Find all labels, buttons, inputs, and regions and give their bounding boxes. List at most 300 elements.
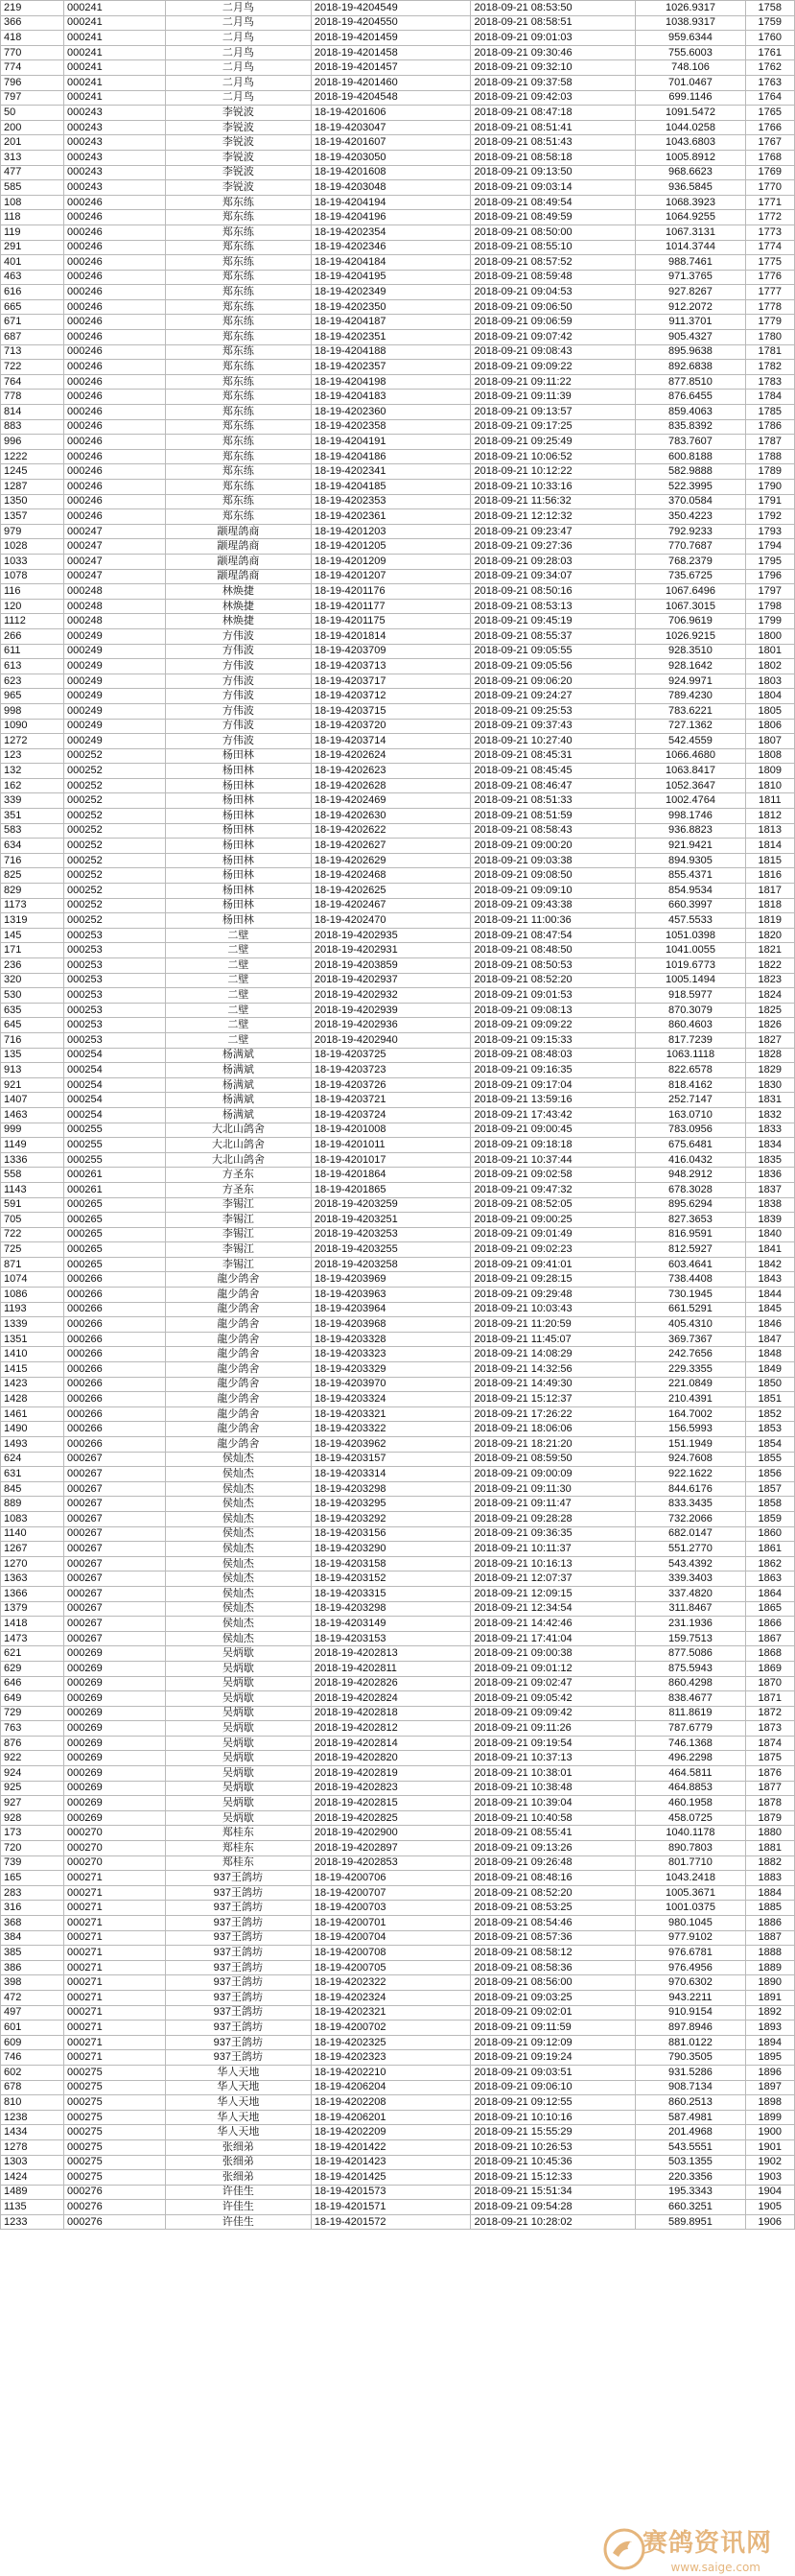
serial-cell: 1835 <box>745 1152 794 1168</box>
serial-cell: 1891 <box>745 1990 794 2005</box>
table-row <box>1 449 795 464</box>
serial-cell: 1893 <box>745 2021 794 2036</box>
ring-number-cell: 18-19-4203726 <box>311 1077 471 1093</box>
table-row <box>1 1901 795 1916</box>
serial-cell: 1887 <box>745 1930 794 1946</box>
arrival-time-cell: 2018-09-21 11:00:36 <box>471 913 636 929</box>
rank-cell: 635 <box>1 1003 64 1018</box>
arrival-time-cell: 2018-09-21 09:23:47 <box>471 524 636 539</box>
ring-number-cell: 2018-19-4201459 <box>311 31 471 46</box>
arrival-time-cell: 2018-09-21 10:26:53 <box>471 2139 636 2155</box>
speed-cell: 936.8823 <box>636 823 745 839</box>
speed-cell: 877.5086 <box>636 1646 745 1662</box>
member-id-cell: 000265 <box>64 1257 166 1272</box>
arrival-time-cell: 2018-09-21 09:34:07 <box>471 569 636 584</box>
serial-cell: 1813 <box>745 823 794 839</box>
member-id-cell: 000252 <box>64 823 166 839</box>
rank-cell: 1090 <box>1 719 64 734</box>
ring-number-cell: 18-19-4202323 <box>311 2050 471 2066</box>
arrival-time-cell: 2018-09-21 08:48:16 <box>471 1871 636 1886</box>
rank-cell: 1270 <box>1 1556 64 1572</box>
serial-cell: 1885 <box>745 1901 794 1916</box>
member-name-cell: 杨田林 <box>165 823 311 839</box>
table-row <box>1 599 795 614</box>
ring-number-cell: 18-19-4202468 <box>311 868 471 884</box>
arrival-time-cell: 2018-09-21 09:01:53 <box>471 988 636 1004</box>
serial-cell: 1786 <box>745 419 794 435</box>
arrival-time-cell: 2018-09-21 08:58:43 <box>471 823 636 839</box>
speed-cell: 910.9154 <box>636 2005 745 2021</box>
serial-cell: 1809 <box>745 764 794 779</box>
rank-cell: 1428 <box>1 1392 64 1407</box>
speed-cell: 895.6294 <box>636 1197 745 1213</box>
rank-cell: 316 <box>1 1901 64 1916</box>
arrival-time-cell: 2018-09-21 08:46:47 <box>471 778 636 793</box>
speed-cell: 948.2912 <box>636 1168 745 1183</box>
serial-cell: 1836 <box>745 1168 794 1183</box>
arrival-time-cell: 2018-09-21 08:48:50 <box>471 943 636 958</box>
member-id-cell: 000246 <box>64 374 166 390</box>
table-row <box>1 1077 795 1093</box>
serial-cell: 1818 <box>745 898 794 913</box>
member-id-cell: 000269 <box>64 1810 166 1826</box>
arrival-time-cell: 2018-09-21 15:12:37 <box>471 1392 636 1407</box>
arrival-time-cell: 2018-09-21 10:03:43 <box>471 1302 636 1317</box>
arrival-time-cell: 2018-09-21 09:00:20 <box>471 839 636 854</box>
rank-cell: 1193 <box>1 1302 64 1317</box>
member-name-cell: 龍少鸽舍 <box>165 1422 311 1437</box>
serial-cell: 1853 <box>745 1422 794 1437</box>
member-id-cell: 000255 <box>64 1152 166 1168</box>
serial-cell: 1767 <box>745 135 794 151</box>
speed-cell: 895.9638 <box>636 344 745 360</box>
member-name-cell: 二壁 <box>165 973 311 988</box>
serial-cell: 1815 <box>745 853 794 868</box>
arrival-time-cell: 2018-09-21 17:41:04 <box>471 1631 636 1646</box>
rank-cell: 729 <box>1 1706 64 1721</box>
speed-cell: 976.6781 <box>636 1946 745 1961</box>
ring-number-cell: 2018-19-4202813 <box>311 1646 471 1662</box>
member-name-cell: 郑东练 <box>165 464 311 480</box>
speed-cell: 231.1936 <box>636 1617 745 1632</box>
rank-cell: 162 <box>1 778 64 793</box>
member-name-cell: 吴炳歇 <box>165 1781 311 1796</box>
table-row <box>1 884 795 899</box>
serial-cell: 1857 <box>745 1481 794 1497</box>
rank-cell: 770 <box>1 45 64 60</box>
serial-cell: 1870 <box>745 1676 794 1691</box>
serial-cell: 1881 <box>745 1841 794 1856</box>
speed-cell: 1063.1118 <box>636 1048 745 1063</box>
speed-cell: 1066.4680 <box>636 748 745 764</box>
ring-number-cell: 18-19-4201573 <box>311 2185 471 2200</box>
serial-cell: 1824 <box>745 988 794 1004</box>
arrival-time-cell: 2018-09-21 09:28:03 <box>471 554 636 569</box>
arrival-time-cell: 2018-09-21 10:38:48 <box>471 1781 636 1796</box>
rank-cell: 876 <box>1 1736 64 1751</box>
member-name-cell: 许佳生 <box>165 2214 311 2230</box>
serial-cell: 1821 <box>745 943 794 958</box>
member-id-cell: 000241 <box>64 45 166 60</box>
speed-cell: 701.0467 <box>636 75 745 90</box>
member-name-cell: 侯灿杰 <box>165 1467 311 1482</box>
arrival-time-cell: 2018-09-21 10:06:52 <box>471 449 636 464</box>
member-name-cell: 李锐波 <box>165 135 311 151</box>
member-name-cell: 二壁 <box>165 1003 311 1018</box>
member-id-cell: 000266 <box>64 1392 166 1407</box>
arrival-time-cell: 2018-09-21 08:49:59 <box>471 210 636 225</box>
member-name-cell: 杨田林 <box>165 839 311 854</box>
member-name-cell: 李锐波 <box>165 165 311 180</box>
speed-cell: 860.2513 <box>636 2095 745 2111</box>
serial-cell: 1890 <box>745 1975 794 1991</box>
arrival-time-cell: 2018-09-21 08:45:45 <box>471 764 636 779</box>
table-row <box>1 913 795 929</box>
rank-cell: 611 <box>1 644 64 659</box>
speed-cell: 770.7687 <box>636 539 745 555</box>
rank-cell: 645 <box>1 1018 64 1033</box>
serial-cell: 1886 <box>745 1916 794 1931</box>
member-id-cell: 000266 <box>64 1317 166 1333</box>
member-name-cell: 二月鸟 <box>165 60 311 76</box>
ring-number-cell: 2018-19-4202937 <box>311 973 471 988</box>
table-row <box>1 1227 795 1242</box>
member-id-cell: 000270 <box>64 1826 166 1841</box>
table-row <box>1 435 795 450</box>
member-id-cell: 000267 <box>64 1511 166 1526</box>
member-name-cell: 颛瑆鸽商 <box>165 524 311 539</box>
table-row <box>1 1631 795 1646</box>
speed-cell: 1052.3647 <box>636 778 745 793</box>
member-name-cell: 龍少鸽舍 <box>165 1317 311 1333</box>
table-row <box>1 1930 795 1946</box>
member-id-cell: 000246 <box>64 255 166 271</box>
ring-number-cell: 18-19-4203969 <box>311 1272 471 1288</box>
rank-cell: 291 <box>1 240 64 255</box>
table-row <box>1 1332 795 1347</box>
rank-cell: 1245 <box>1 464 64 480</box>
speed-cell: 1091.5472 <box>636 106 745 121</box>
table-row <box>1 2185 795 2200</box>
serial-cell: 1840 <box>745 1227 794 1242</box>
member-id-cell: 000267 <box>64 1556 166 1572</box>
rank-cell: 1287 <box>1 480 64 495</box>
speed-cell: 738.4408 <box>636 1272 745 1288</box>
speed-cell: 881.0122 <box>636 2035 745 2050</box>
arrival-time-cell: 2018-09-21 09:42:03 <box>471 90 636 106</box>
ring-number-cell: 18-19-4201207 <box>311 569 471 584</box>
ring-number-cell: 18-19-4202354 <box>311 225 471 240</box>
arrival-time-cell: 2018-09-21 09:08:43 <box>471 344 636 360</box>
member-name-cell: 侯灿杰 <box>165 1556 311 1572</box>
speed-cell: 464.8853 <box>636 1781 745 1796</box>
ring-number-cell: 18-19-4202325 <box>311 2035 471 2050</box>
arrival-time-cell: 2018-09-21 09:43:38 <box>471 898 636 913</box>
table-row <box>1 644 795 659</box>
rank-cell: 979 <box>1 524 64 539</box>
table-row <box>1 150 795 165</box>
table-row <box>1 90 795 106</box>
speed-cell: 252.7147 <box>636 1093 745 1108</box>
arrival-time-cell: 2018-09-21 09:03:38 <box>471 853 636 868</box>
member-id-cell: 000253 <box>64 1003 166 1018</box>
member-name-cell: 937王鸽坊 <box>165 1946 311 1961</box>
table-row <box>1 1182 795 1197</box>
member-id-cell: 000249 <box>64 734 166 749</box>
member-name-cell: 937王鸽坊 <box>165 1930 311 1946</box>
serial-cell: 1856 <box>745 1467 794 1482</box>
arrival-time-cell: 2018-09-21 17:26:22 <box>471 1406 636 1422</box>
member-name-cell: 李锡江 <box>165 1197 311 1213</box>
member-id-cell: 000246 <box>64 494 166 509</box>
member-id-cell: 000275 <box>64 2155 166 2170</box>
member-id-cell: 000266 <box>64 1437 166 1453</box>
arrival-time-cell: 2018-09-21 09:13:50 <box>471 165 636 180</box>
rank-cell: 739 <box>1 1855 64 1871</box>
ring-number-cell: 18-19-4203968 <box>311 1317 471 1333</box>
speed-cell: 959.6344 <box>636 31 745 46</box>
member-id-cell: 000267 <box>64 1542 166 1557</box>
arrival-time-cell: 2018-09-21 08:49:54 <box>471 195 636 210</box>
watermark-url: www.saige.com <box>670 2561 760 2574</box>
member-name-cell: 李锐波 <box>165 180 311 196</box>
serial-cell: 1876 <box>745 1766 794 1782</box>
rank-cell: 339 <box>1 793 64 809</box>
ring-number-cell: 18-19-4201205 <box>311 539 471 555</box>
speed-cell: 787.6779 <box>636 1721 745 1737</box>
member-name-cell: 龍少鸽舍 <box>165 1302 311 1317</box>
rank-cell: 1407 <box>1 1093 64 1108</box>
table-row <box>1 1826 795 1841</box>
arrival-time-cell: 2018-09-21 08:55:41 <box>471 1826 636 1841</box>
serial-cell: 1795 <box>745 554 794 569</box>
ring-number-cell: 18-19-4203322 <box>311 1422 471 1437</box>
arrival-time-cell: 2018-09-21 13:59:16 <box>471 1093 636 1108</box>
rank-cell: 401 <box>1 255 64 271</box>
speed-cell: 1001.0375 <box>636 1901 745 1916</box>
table-row <box>1 360 795 375</box>
member-name-cell: 二月鸟 <box>165 45 311 60</box>
rank-cell: 219 <box>1 1 64 16</box>
ring-number-cell: 2018-19-4202812 <box>311 1721 471 1737</box>
serial-cell: 1816 <box>745 868 794 884</box>
serial-cell: 1773 <box>745 225 794 240</box>
serial-cell: 1867 <box>745 1631 794 1646</box>
member-id-cell: 000266 <box>64 1288 166 1303</box>
arrival-time-cell: 2018-09-21 10:10:16 <box>471 2110 636 2125</box>
arrival-time-cell: 2018-09-21 09:06:59 <box>471 315 636 330</box>
rank-cell: 1351 <box>1 1332 64 1347</box>
serial-cell: 1800 <box>745 628 794 644</box>
speed-cell: 201.4968 <box>636 2125 745 2140</box>
member-id-cell: 000247 <box>64 554 166 569</box>
serial-cell: 1849 <box>745 1362 794 1378</box>
rank-cell: 1267 <box>1 1542 64 1557</box>
ring-number-cell: 18-19-4203717 <box>311 674 471 689</box>
member-name-cell: 颛瑆鸽商 <box>165 569 311 584</box>
arrival-time-cell: 2018-09-21 09:11:47 <box>471 1497 636 1512</box>
table-row <box>1 180 795 196</box>
member-id-cell: 000252 <box>64 884 166 899</box>
rank-cell: 1489 <box>1 2185 64 2200</box>
ring-number-cell: 18-19-4202360 <box>311 405 471 420</box>
table-row <box>1 15 795 31</box>
speed-cell: 860.4298 <box>636 1676 745 1691</box>
ring-number-cell: 2018-19-4202936 <box>311 1018 471 1033</box>
rank-cell: 1272 <box>1 734 64 749</box>
ring-number-cell: 18-19-4204185 <box>311 480 471 495</box>
arrival-time-cell: 2018-09-21 10:12:22 <box>471 464 636 480</box>
arrival-time-cell: 2018-09-21 09:37:58 <box>471 75 636 90</box>
table-row <box>1 898 795 913</box>
ring-number-cell: 18-19-4203963 <box>311 1288 471 1303</box>
member-id-cell: 000275 <box>64 2095 166 2111</box>
member-id-cell: 000253 <box>64 988 166 1004</box>
member-name-cell: 937王鸽坊 <box>165 1990 311 2005</box>
arrival-time-cell: 2018-09-21 10:33:16 <box>471 480 636 495</box>
ring-number-cell: 18-19-4204191 <box>311 435 471 450</box>
member-name-cell: 杨田林 <box>165 809 311 824</box>
table-row <box>1 1272 795 1288</box>
rank-cell: 996 <box>1 435 64 450</box>
serial-cell: 1859 <box>745 1511 794 1526</box>
ring-number-cell: 18-19-4203970 <box>311 1377 471 1392</box>
table-row <box>1 958 795 974</box>
member-id-cell: 000276 <box>64 2185 166 2200</box>
rank-cell: 722 <box>1 360 64 375</box>
serial-cell: 1828 <box>745 1048 794 1063</box>
table-row <box>1 1317 795 1333</box>
member-name-cell: 937王鸽坊 <box>165 2050 311 2066</box>
arrival-time-cell: 2018-09-21 08:58:36 <box>471 1960 636 1975</box>
arrival-time-cell: 2018-09-21 08:50:16 <box>471 584 636 600</box>
table-row <box>1 1018 795 1033</box>
ring-number-cell: 18-19-4202630 <box>311 809 471 824</box>
ring-number-cell: 18-19-4201422 <box>311 2139 471 2155</box>
table-row <box>1 195 795 210</box>
ring-number-cell: 18-19-4202357 <box>311 360 471 375</box>
rank-cell: 1473 <box>1 1631 64 1646</box>
serial-cell: 1814 <box>745 839 794 854</box>
rank-cell: 797 <box>1 90 64 106</box>
speed-cell: 603.4641 <box>636 1257 745 1272</box>
member-name-cell: 侯灿杰 <box>165 1497 311 1512</box>
member-name-cell: 方伟波 <box>165 628 311 644</box>
speed-cell: 1063.8417 <box>636 764 745 779</box>
speed-cell: 1026.9317 <box>636 1 745 16</box>
member-id-cell: 000246 <box>64 464 166 480</box>
arrival-time-cell: 2018-09-21 08:54:46 <box>471 1916 636 1931</box>
member-id-cell: 000270 <box>64 1855 166 1871</box>
ring-number-cell: 2018-19-4202897 <box>311 1841 471 1856</box>
table-row <box>1 494 795 509</box>
member-id-cell: 000249 <box>64 689 166 704</box>
serial-cell: 1901 <box>745 2139 794 2155</box>
rank-cell: 558 <box>1 1168 64 1183</box>
member-id-cell: 000266 <box>64 1302 166 1317</box>
speed-cell: 844.6176 <box>636 1481 745 1497</box>
ring-number-cell: 18-19-4203314 <box>311 1467 471 1482</box>
speed-cell: 151.1949 <box>636 1437 745 1453</box>
rank-cell: 123 <box>1 748 64 764</box>
rank-cell: 845 <box>1 1481 64 1497</box>
table-row <box>1 1406 795 1422</box>
speed-cell: 221.0849 <box>636 1377 745 1392</box>
member-id-cell: 000254 <box>64 1107 166 1123</box>
ring-number-cell: 18-19-4201425 <box>311 2170 471 2186</box>
rank-cell: 1238 <box>1 2110 64 2125</box>
table-row <box>1 1392 795 1407</box>
rank-cell: 665 <box>1 299 64 315</box>
member-id-cell: 000275 <box>64 2139 166 2155</box>
speed-cell: 457.5533 <box>636 913 745 929</box>
arrival-time-cell: 2018-09-21 08:52:05 <box>471 1197 636 1213</box>
serial-cell: 1848 <box>745 1347 794 1362</box>
ring-number-cell: 18-19-4200706 <box>311 1871 471 1886</box>
member-id-cell: 000269 <box>64 1736 166 1751</box>
ring-number-cell: 2018-19-4201460 <box>311 75 471 90</box>
arrival-time-cell: 2018-09-21 09:47:32 <box>471 1182 636 1197</box>
serial-cell: 1843 <box>745 1272 794 1288</box>
member-id-cell: 000249 <box>64 674 166 689</box>
ring-number-cell: 18-19-4202208 <box>311 2095 471 2111</box>
ring-number-cell: 18-19-4203328 <box>311 1332 471 1347</box>
member-id-cell: 000246 <box>64 330 166 345</box>
rank-cell: 671 <box>1 315 64 330</box>
arrival-time-cell: 2018-09-21 09:28:15 <box>471 1272 636 1288</box>
speed-cell: 1041.0055 <box>636 943 745 958</box>
speed-cell: 970.6302 <box>636 1975 745 1991</box>
serial-cell: 1898 <box>745 2095 794 2111</box>
table-row <box>1 1946 795 1961</box>
ring-number-cell: 18-19-4202467 <box>311 898 471 913</box>
member-id-cell: 000246 <box>64 480 166 495</box>
speed-cell: 928.1642 <box>636 659 745 674</box>
speed-cell: 768.2379 <box>636 554 745 569</box>
rank-cell: 1074 <box>1 1272 64 1288</box>
table-row <box>1 1736 795 1751</box>
speed-cell: 838.4677 <box>636 1691 745 1707</box>
serial-cell: 1804 <box>745 689 794 704</box>
ring-number-cell: 18-19-4203714 <box>311 734 471 749</box>
rank-cell: 118 <box>1 210 64 225</box>
speed-cell: 918.5977 <box>636 988 745 1004</box>
member-id-cell: 000267 <box>64 1586 166 1601</box>
speed-cell: 924.7608 <box>636 1452 745 1467</box>
arrival-time-cell: 2018-09-21 09:17:25 <box>471 419 636 435</box>
arrival-time-cell: 2018-09-21 09:03:25 <box>471 1990 636 2005</box>
table-row <box>1 390 795 405</box>
member-name-cell: 方伟波 <box>165 703 311 719</box>
serial-cell: 1900 <box>745 2125 794 2140</box>
speed-cell: 337.4820 <box>636 1586 745 1601</box>
ring-number-cell: 18-19-4203725 <box>311 1048 471 1063</box>
member-id-cell: 000247 <box>64 524 166 539</box>
serial-cell: 1762 <box>745 60 794 76</box>
arrival-time-cell: 2018-09-21 12:12:32 <box>471 509 636 525</box>
ring-number-cell: 18-19-4203324 <box>311 1392 471 1407</box>
arrival-time-cell: 2018-09-21 08:50:00 <box>471 225 636 240</box>
member-name-cell: 郑东练 <box>165 299 311 315</box>
member-name-cell: 二壁 <box>165 943 311 958</box>
speed-cell: 1038.9317 <box>636 15 745 31</box>
table-row <box>1 2005 795 2021</box>
table-row <box>1 1093 795 1108</box>
table-row <box>1 703 795 719</box>
member-name-cell: 侯灿杰 <box>165 1617 311 1632</box>
rank-cell: 313 <box>1 150 64 165</box>
ring-number-cell: 18-19-4201209 <box>311 554 471 569</box>
